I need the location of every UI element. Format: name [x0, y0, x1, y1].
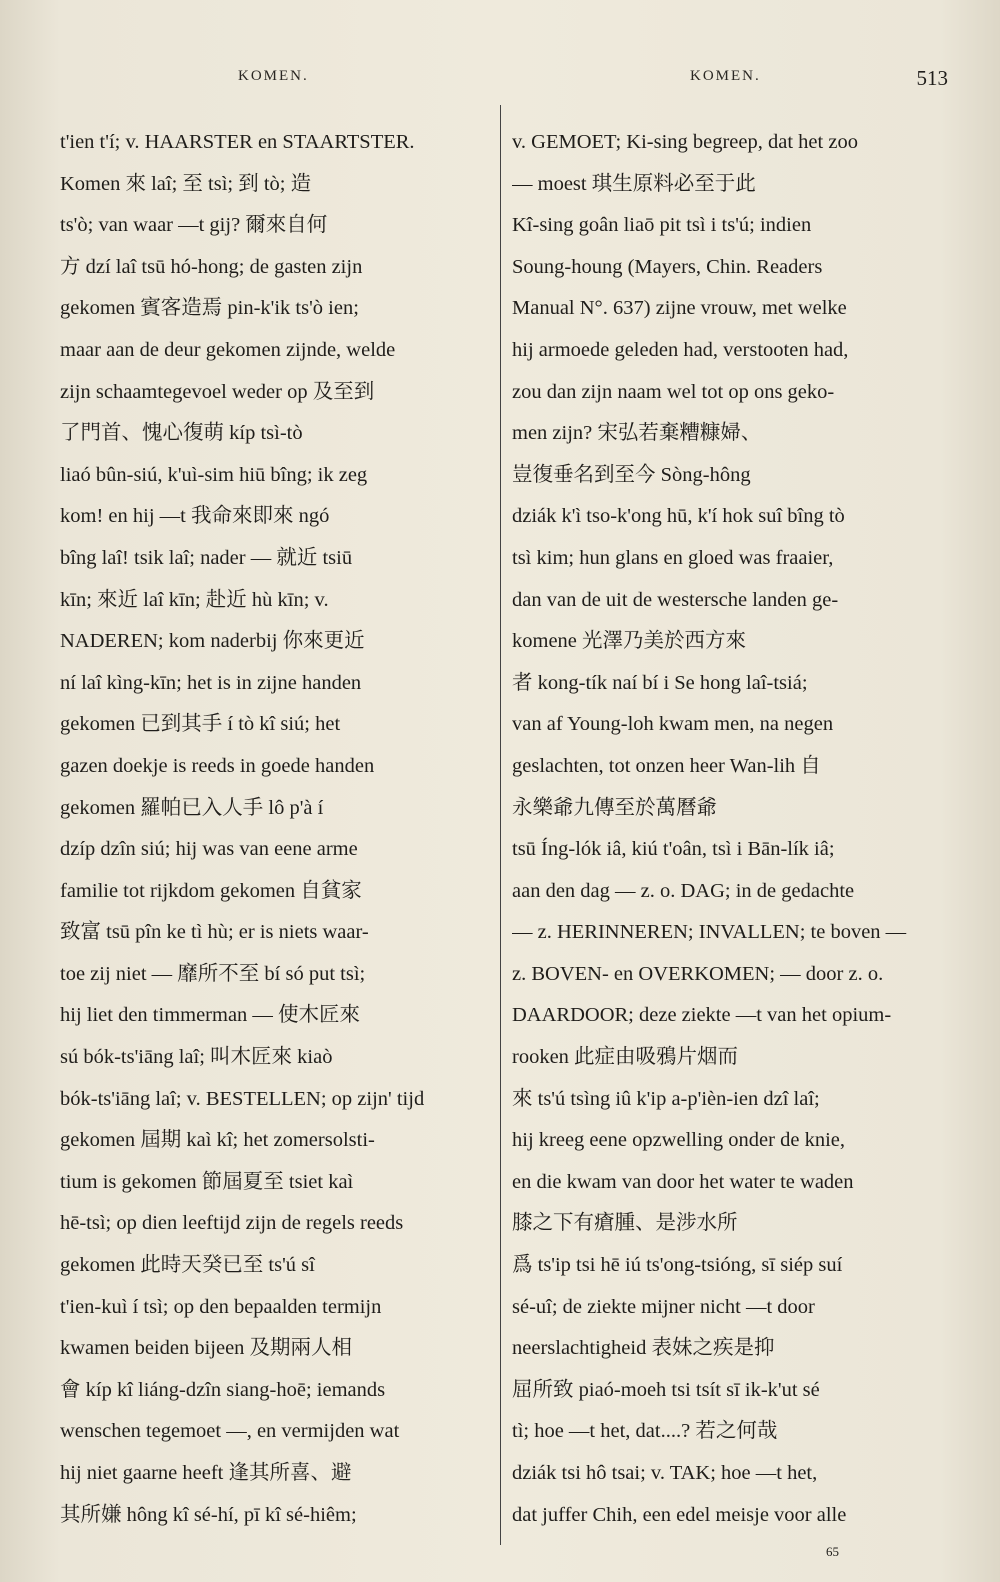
text-line: gekomen 賓客造焉 pin-k'ik ts'ò ien;	[60, 297, 359, 320]
text-line: t'ien-kuì í tsì; op den bepaalden termijn	[60, 1295, 382, 1318]
signature-mark: 65	[826, 1544, 839, 1559]
text-line: 爲 ts'ip tsi hē iú ts'ong-tsióng, sī siép suí	[512, 1254, 843, 1277]
text-line: bók-ts'iāng laî; v. BESTELLEN; op zijn' tijd	[60, 1087, 425, 1110]
text-line: 者 kong-tík naí bí i Se hong laî-tsiá;	[512, 671, 808, 694]
right-column	[512, 122, 940, 1536]
text-line: familie tot rijkdom gekomen 自貧家	[60, 879, 362, 902]
text-line: aan den dag — z. o. DAG; in de gedachte	[512, 879, 855, 902]
text-line: ní laî kìng-kīn; het is in zijne handen	[60, 671, 362, 694]
text-line: men zijn? 宋弘若棄糟糠婦、	[512, 422, 762, 445]
text-line: 永樂爺九傳至於萬曆爺	[512, 796, 717, 819]
right-running-head: KOMEN.	[690, 68, 761, 84]
text-line: hij niet gaarne heeft 逢其所喜、避	[60, 1462, 352, 1484]
text-line: tsū Íng-lók iâ, kiú t'oân, tsì i Bān-lík iâ;	[512, 838, 835, 861]
text-line: 豈復垂名到至今 Sòng-hông	[512, 463, 751, 486]
text-line: dzíp dzîn siú; hij was van eene arme	[60, 838, 358, 861]
text-line: Manual N°. 637) zijne vrouw, met welke	[512, 297, 847, 320]
text-line: hij armoede geleden had, verstooten had,	[512, 338, 849, 361]
left-column	[60, 122, 490, 1536]
text-line: tsì kim; hun glans en gloed was fraaier,	[512, 546, 834, 569]
text-line: 來 ts'ú tsìng iû k'ip a-p'ièn-ien dzî laî;	[512, 1087, 820, 1110]
text-line: bîng laî! tsik laî; nader — 就近 tsiū	[60, 546, 353, 569]
text-line: 了門首、愧心復萌 kíp tsì-tò	[60, 422, 303, 445]
text-line: geslachten, tot onzen heer Wan-lih 自	[512, 754, 821, 777]
text-line: 其所嫌 hông kî sé-hí, pī kî sé-hiêm;	[60, 1503, 357, 1526]
text-line: neerslachtigheid 表妹之疾是抑	[512, 1337, 775, 1360]
text-line: gekomen 此時天癸已至 ts'ú sî	[60, 1254, 315, 1277]
text-line: en die kwam van door het water te waden	[512, 1170, 854, 1193]
text-line: kīn; 來近 laî kīn; 赴近 hù kīn; v.	[60, 588, 329, 611]
text-line: tium is gekomen 節屆夏至 tsiet kaì	[60, 1170, 354, 1193]
text-line: Soung-houng (Mayers, Chin. Readers	[512, 255, 823, 278]
text-line: toe zij niet — 靡所不至 bí só put tsì;	[60, 962, 366, 985]
text-line: liaó bûn-siú, k'uì-sim hiū bîng; ik zeg	[60, 463, 368, 486]
text-line: 方 dzí laî tsū hó-hong; de gasten zijn	[60, 255, 363, 278]
text-line: 會 kíp kî liáng-dzîn siang-hoē; iemands	[60, 1378, 386, 1401]
text-line: DAARDOOR; deze ziekte —t van het opium-	[512, 1004, 892, 1027]
text-line: NADEREN; kom naderbij 你來更近	[60, 630, 365, 653]
text-line: sú bók-ts'iāng laî; 叫木匠來 kiaò	[60, 1046, 333, 1069]
text-line: zou dan zijn naam wel tot op ons geko-	[512, 380, 835, 403]
text-line: hij liet den timmerman — 使木匠來	[60, 1004, 361, 1027]
text-line: kom! en hij —t 我命來即來 ngó	[60, 505, 330, 528]
text-line: Kî-sing goân liaō pit tsì i ts'ú; indien	[512, 214, 812, 237]
text-line: dat juffer Chih, een edel meisje voor alle	[512, 1503, 847, 1526]
text-line: 膝之下有瘡腫、是涉水所	[512, 1212, 738, 1235]
text-line: ts'ò; van waar —t gij? 爾來自何	[60, 214, 328, 237]
text-line: sé-uî; de ziekte mijner nicht —t door	[512, 1295, 815, 1318]
text-line: hē-tsì; op dien leeftijd zijn de regels reeds	[60, 1212, 404, 1235]
text-line: 屈所致 piaó-moeh tsi tsít sī ik-k'ut sé	[512, 1378, 820, 1401]
text-line: kwamen beiden bijeen 及期兩人相	[60, 1337, 353, 1360]
text-line: dziák tsi hô tsai; v. TAK; hoe —t het,	[512, 1462, 818, 1484]
text-line: dan van de uit de westersche landen ge-	[512, 588, 839, 611]
page-number: 513	[916, 66, 948, 90]
text-line: komene 光澤乃美於西方來	[512, 630, 747, 653]
text-line: v. GEMOET; Ki-sing begreep, dat het zoo	[512, 131, 858, 153]
text-line: gekomen 羅帕已入人手 lô p'à í	[60, 796, 324, 819]
text-line: dziák k'ì tso-k'ong hū, k'í hok suî bîng tò	[512, 505, 845, 528]
column-divider	[500, 105, 501, 1545]
text-line: — z. HERINNEREN; INVALLEN; te boven —	[512, 921, 907, 944]
text-line: maar aan de deur gekomen zijnde, welde	[60, 338, 396, 361]
text-line: gekomen 屆期 kaì kî; het zomersolsti-	[60, 1129, 375, 1152]
text-line: gazen doekje is reeds in goede handen	[60, 754, 375, 777]
text-line: wenschen tegemoet —, en vermijden wat	[60, 1420, 400, 1443]
text-line: — moest 琪生原料必至于此	[512, 172, 756, 195]
left-running-head: KOMEN.	[238, 68, 309, 84]
text-line: rooken 此症由吸鴉片烟而	[512, 1046, 739, 1069]
text-line: gekomen 已到其手 í tò kî siú; het	[60, 713, 341, 736]
text-line: t'ien t'í; v. HAARSTER en STAARTSTER.	[60, 131, 415, 153]
text-line: z. BOVEN- en OVERKOMEN; — door z. o.	[512, 962, 884, 985]
text-line: van af Young-loh kwam men, na negen	[512, 713, 834, 736]
text-line: hij kreeg eene opzwelling onder de knie,	[512, 1129, 845, 1152]
text-line: tì; hoe —t het, dat....? 若之何哉	[512, 1420, 778, 1443]
text-line: Komen 來 laî; 至 tsì; 到 tò; 造	[60, 172, 312, 195]
text-line: zijn schaamtegevoel weder op 及至到	[60, 380, 375, 403]
text-line: 致富 tsū pîn ke tì hù; er is niets waar-	[60, 921, 369, 944]
